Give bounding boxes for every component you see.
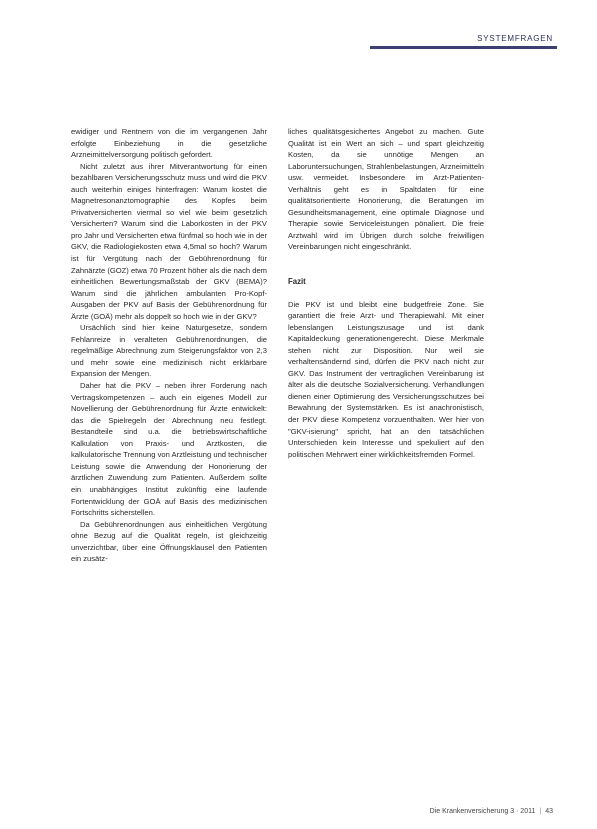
section-label: SYSTEMFRAGEN (477, 34, 553, 43)
page-footer: Die Krankenversicherung 3 · 2011 | 43 (429, 808, 553, 815)
publication-name: Die Krankenversicherung 3 · 2011 (429, 808, 536, 815)
page-number: 43 (545, 808, 553, 815)
right-column (288, 126, 484, 460)
paragraph: Da Gebührenordnungen aus einheitlichen Vergütung ohne Bezug auf die Qualität regeln, ist gleichzeitig unverzichtbar, über eine Öffnungsklausel den Patienten ein zusätz- (71, 519, 267, 564)
paragraph: liches qualitätsgesichertes Angebot zu machen. Gute Qualität ist ein Wert an sich – und spart gleichzeitig Kosten, da sie unnötige Mengen an Laboruntersuchungen, Strahlenbelastungen, Arzneimitteln usw. vermeidet. Insbesondere im Arzt-Patienten-Verhältnis geht es in Spaltdaten für eine qualitätsorientierte Honorierung, die Beratungen im Gesundheitsmanagement, eine optimale Diagnose und Therapie sowie Serviceleistungen pönaliert. Die freie Arztwahl wird im Übrigen durch solche freiwilligen Vereinbarungen nicht eingeschränkt. (288, 127, 484, 252)
left-column (71, 126, 267, 565)
header-rule (370, 46, 557, 49)
paragraph: Die PKV ist und bleibt eine budgetfreie Zone. Sie garantiert die freie Arzt- und Therapiewahl. Mit einer lebenslangen Leistungszusage und ist dank Kapitaldeckung generationengerecht. Diese Merkmale stehen nicht zur Disposition. Nur weil sie verhaltensändernd sind, dürfen die PKV nach nicht zur GKV. Das Instrument der vertraglichen Vereinbarung ist älter als die deutsche Sozialversicherung. Verhandlungen dienen einer Optimierung des Versicherungsschutzes bei Bewahrung der Systemstärken. Es ist anachronistisch, der PKV diese Kompetenz vorzuenthalten. Wer hier von "GKV-isierung" spricht, hat an den tatsächlichen Unterschieden kein Interesse und spekuliert auf den politischen Mehrwert einer wirklichkeitsfremden Formel. (288, 299, 484, 459)
paragraph: ewidiger und Rentnern von die im vergangenen Jahr erfolgte Einbeziehung in die gesetzliche Arzneimittelversorgung politisch gefordert. (71, 127, 267, 160)
paragraph: Daher hat die PKV – neben ihrer Forderung nach Vertragskompetenzen – auch ein eigenes Modell zur Novellierung der Gebührenordnung für Ärzte entwickelt: das die Spielregeln der Abrechnung neu festlegt. Bestandteile sind u.a. die betriebswirtschaftliche Kalkulation von Praxis- und Arztkosten, die kalkulatorische Trennung von Arztleistung und technischer Leistung sowie die Anwendung der Honorierung der ärztlichen Zuwendung zum Patienten. Außerdem sollte ein unabhängiges Institut zukünftig eine laufende Fortentwicklung der GOÄ auf Basis des medizinischen Fortschritts sicherstellen. (71, 381, 267, 518)
paragraph: Nicht zuletzt aus ihrer Mitverantwortung für einen bezahlbaren Versicherungsschutz muss und wird die PKV auch weiterhin einiges hinterfragen: Warum kostet die Magnetresonanztomographie des Kopfes beim Privatversicherten viermal so viel wie beim gesetzlich Versicherten? Warum sind die Laborkosten in der PKV pro Jahr und Versicherten etwa fünfmal so hoch wie in der GKV, die Radiologiekosten etwa 4,5mal so hoch? Warum ist für Vergütung nach der Gebührenordnung für Zahnärzte (GOZ) etwa 70 Prozent höher als die nach dem einheitlichen Bewertungsmaßstab der GKV (BEMA)? Warum sind die jährlichen ambulanten Pro-Kopf-Ausgaben der PKV auf Basis der Gebührenordnung für Ärzte (GOÄ) mehr als doppelt so hoch wie in der GKV? (71, 161, 267, 321)
paragraph: Ursächlich sind hier keine Naturgesetze, sondern Fehlanreize in veralteten Gebührenordnungen, die regelmäßige Abrechnung zum Steigerungsfaktor von 2,3 und mehr sowie eine medizinisch nicht erklärbare Expansion der Mengen. (71, 323, 267, 379)
section-heading: Fazit (288, 277, 306, 287)
